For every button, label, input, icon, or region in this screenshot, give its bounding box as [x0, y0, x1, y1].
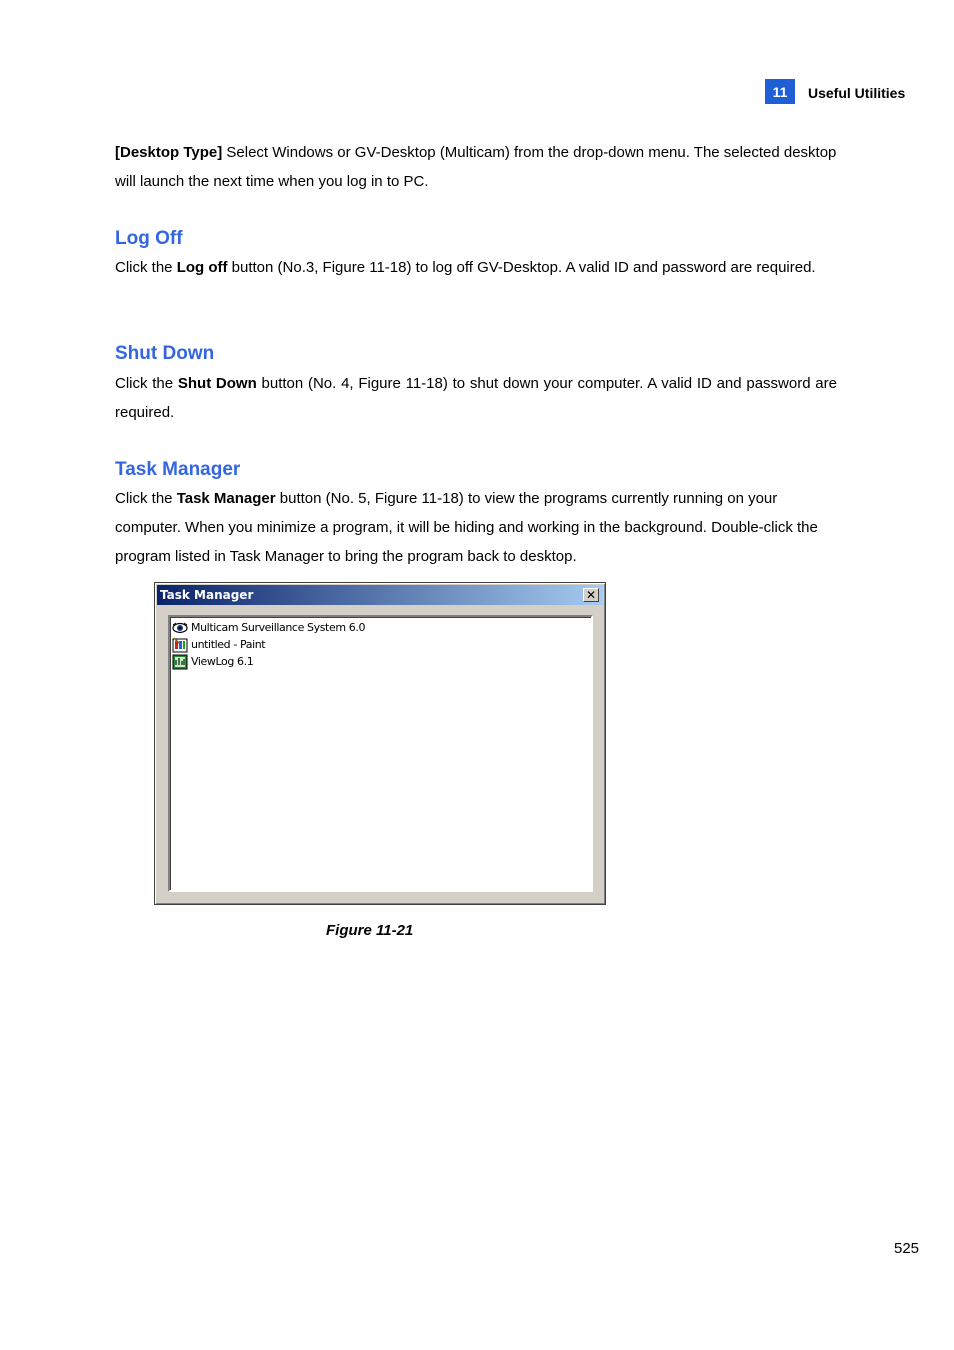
list-item-label: untitled - Paint [191, 638, 266, 651]
window-title: Task Manager [160, 588, 254, 602]
figure-caption: Figure 11-21 [326, 922, 414, 939]
task-manager-text-post: button (No. 5, Figure 11-18) to view the programs currently running on your computer. When you minimize a program, it will be hiding and working in the background. Double-click the program listed in Task Manager to bring the program back to desktop. [115, 490, 818, 565]
log-off-paragraph [115, 253, 837, 282]
desktop-type-paragraph [115, 138, 837, 196]
eye-camera-icon [172, 620, 188, 636]
desktop-type-text: Select Windows or GV-Desktop (Multicam) from the drop-down menu. The selected desktop will launch the next time when you log in to PC. [115, 144, 837, 190]
shut-down-bold: Shut Down [177, 375, 257, 392]
task-manager-heading: Task Manager [115, 459, 241, 480]
program-list[interactable] [168, 615, 593, 892]
log-off-text-post: button (No.3, Figure 11-18) to log off GV-Desktop. A valid ID and password are required. [227, 259, 816, 276]
shut-down-paragraph [115, 369, 837, 427]
log-off-text-pre: Click the [115, 259, 177, 276]
close-icon: ✕ [585, 588, 597, 602]
close-button[interactable] [583, 588, 599, 602]
shut-down-text-pre: Click the [115, 375, 178, 392]
log-off-bold: Log off [176, 259, 228, 276]
list-item-label: ViewLog 6.1 [191, 655, 254, 668]
task-manager-text-pre: Click the [115, 490, 177, 507]
page-number: 525 [894, 1240, 920, 1257]
viewlog-icon [172, 654, 188, 670]
chapter-number-badge: 11 [765, 79, 795, 104]
window-titlebar[interactable] [157, 585, 603, 605]
list-item-label: Multicam Surveillance System 6.0 [191, 621, 366, 634]
list-item[interactable] [172, 636, 265, 653]
paint-icon [172, 637, 188, 653]
desktop-type-label: [Desktop Type] [115, 144, 223, 161]
shut-down-text-post: button (No. 4, Figure 11-18) to shut down your computer. A valid ID and password are required. [115, 375, 837, 421]
chapter-title: Useful Utilities [808, 85, 906, 101]
log-off-heading: Log Off [115, 228, 183, 249]
list-item[interactable] [172, 619, 365, 636]
task-manager-bold: Task Manager [176, 490, 276, 507]
list-item[interactable] [172, 653, 253, 670]
task-manager-window [154, 582, 606, 905]
shut-down-heading: Shut Down [115, 343, 215, 364]
task-manager-paragraph [115, 484, 837, 571]
